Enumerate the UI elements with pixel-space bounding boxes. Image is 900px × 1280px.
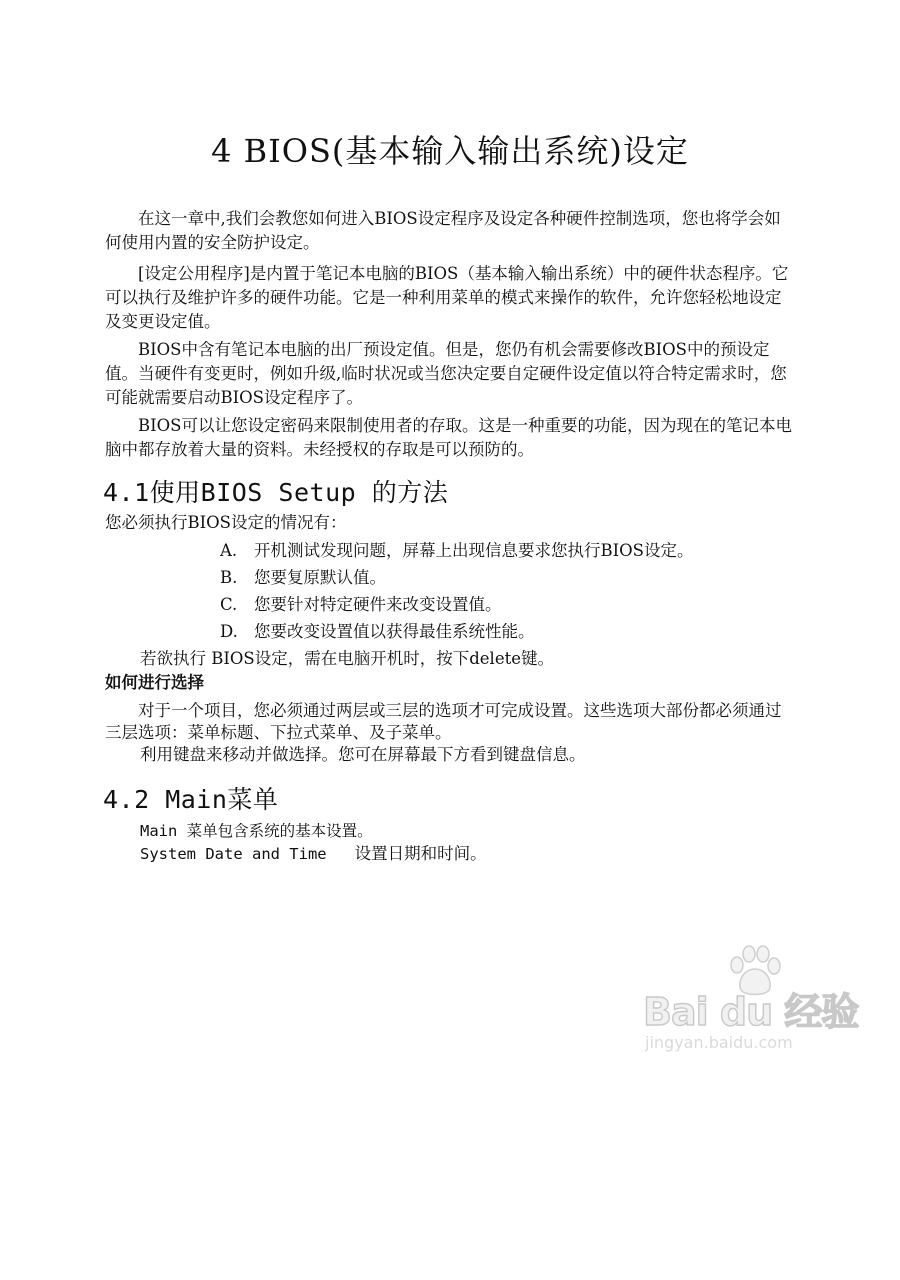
main-menu-description-text: Main 菜单包含系统的基本设置。 — [140, 822, 373, 840]
list-marker: A. — [220, 541, 238, 560]
intro-paragraph-2: [设定公用程序]是内置于笔记本电脑的BIOS（基本输入输出系统）中的硬件状态程序。它可以执行及维护许多的硬件功能。它是一种利用菜单的模式来操作的软件，允许您轻松地设定及变更设定值。 — [105, 264, 789, 331]
section-heading-4-1: 4.1使用BIOS Setup 的方法 — [103, 478, 449, 507]
selection-subheading: 如何进行选择 — [105, 673, 204, 692]
list-marker: B. — [220, 568, 238, 587]
selection-paragraph: 对于一个项目，您必须通过两层或三层的选项才可完成设置。这些选项大部份都必须通过三层选项：菜单标题、下拉式菜单、及子菜单。 — [105, 701, 782, 742]
watermark-url: jingyan.baidu.com — [645, 1033, 793, 1052]
watermark-text: Bai du 经验 — [643, 990, 859, 1034]
list-item — [220, 540, 693, 562]
system-date-time-label: System Date and Time — [140, 845, 327, 863]
list-marker: D. — [220, 622, 238, 641]
bios-setup-lead: 您必须执行BIOS设定的情况有： — [105, 513, 347, 532]
keyboard-note: 利用键盘来移动并做选择。您可在屏幕最下方看到键盘信息。 — [140, 745, 586, 764]
section-heading-4-2: 4.2 Main菜单 — [103, 785, 279, 814]
intro-paragraph-4: BIOS可以让您设定密码来限制使用者的存取。这是一种重要的功能，因为现在的笔记本电脑中都存放着大量的资料。未经授权的存取是可以预防的。 — [105, 416, 792, 459]
system-date-time-row — [140, 843, 487, 865]
list-item-text: 您要针对特定硬件来改变设置值。 — [254, 595, 502, 614]
system-date-time-desc: 设置日期和时间。 — [354, 844, 487, 863]
delete-key-note: 若欲执行 BIOS设定，需在电脑开机时，按下delete键。 — [140, 649, 554, 668]
list-item — [220, 594, 502, 616]
list-item-text: 您要复原默认值。 — [254, 568, 386, 587]
list-item-text: 开机测试发现问题，屏幕上出现信息要求您执行BIOS设定。 — [254, 541, 694, 560]
list-item — [220, 567, 386, 589]
list-marker: C. — [220, 595, 238, 614]
baidu-jingyan-watermark — [643, 945, 859, 1060]
list-item-text: 您要改变设置值以获得最佳系统性能。 — [254, 622, 535, 641]
main-menu-description — [140, 820, 373, 842]
intro-paragraph-1: 在这一章中,我们会教您如何进入BIOS设定程序及设定各种硬件控制选项，您也将学会如何使用内置的安全防护设定。 — [105, 209, 781, 252]
intro-paragraph-3: BIOS中含有笔记本电脑的出厂预设定值。但是，您仍有机会需要修改BIOS中的预设定值。当硬件有变更时，例如升级,临时状况或当您决定要自定硬件设定值以符合特定需求时，您可能就需要启动BIOS设定程序了。 — [105, 340, 787, 407]
list-item — [220, 621, 535, 643]
page-title: 4 BIOS(基本输入输出系统)设定 — [211, 132, 689, 170]
